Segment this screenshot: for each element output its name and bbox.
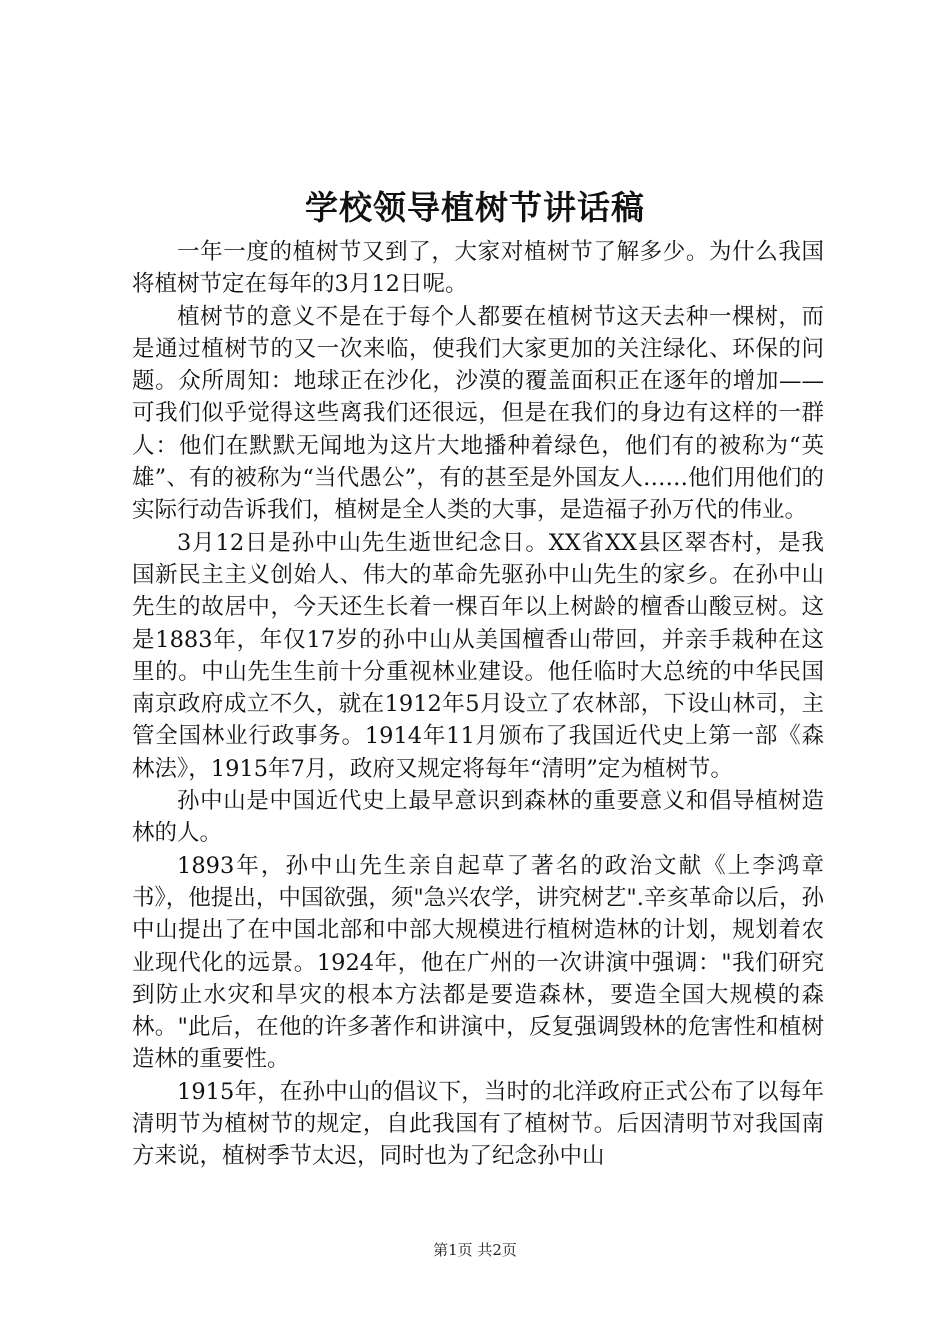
paragraph-5: 1893年，孙中山先生亲自起草了著名的政治文献《上李鸿章书》，他提出，中国欲强，须"急兴农学，讲究树艺".辛亥革命以后，孙中山提出了在中国北部和中部大规模进行植树造林的计划，规划着农业现代化的远景。1924年，他在广州的一次讲演中强调："我们研究到防止水灾和旱灾的根本方法都是要造森林，要造全国大规模的森林。"此后，在他的许多著作和讲演中，反复强调毁林的危害性和植树造林的重要性。 (132, 852, 824, 1073)
paragraph-1: 一年一度的植树节又到了，大家对植树节了解多少。为什么我国将植树节定在每年的3月12日呢。 (132, 239, 824, 298)
page-number-footer: 第1页 共2页 (433, 1241, 517, 1259)
document-title: 学校领导植树节讲话稿 (305, 188, 645, 227)
document-body (132, 236, 824, 1173)
paragraph-4: 孙中山是中国近代史上最早意识到森林的重要意义和倡导植树造林的人。 (132, 788, 824, 847)
paragraph-2: 植树节的意义不是在于每个人都要在植树节这天去种一棵树，而是通过植树节的又一次来临，使我们大家更加的关注绿化、环保的问题。众所周知：地球正在沙化，沙漠的覆盖面积正在逐年的增加——可我们似乎觉得这些离我们还很远，但是在我们的身边有这样的一群人：他们在默默无闻地为这片大地播种着绿色，他们有的被称为“英雄”、有的被称为“当代愚公”，有的甚至是外国友人……他们用他们的实际行动告诉我们，植树是全人类的大事，是造福子孙万代的伟业。 (132, 303, 824, 524)
paragraph-3: 3月12日是孙中山先生逝世纪念日。XX省XX县区翠杏村，是我国新民主主义创始人、伟大的革命先驱孙中山先生的家乡。在孙中山先生的故居中，今天还生长着一棵百年以上树龄的檀香山酸豆树。这是1883年，年仅17岁的孙中山从美国檀香山带回，并亲手栽种在这里的。中山先生生前十分重视林业建设。他任临时大总统的中华民国南京政府成立不久，就在1912年5月设立了农林部，下设山林司，主管全国林业行政事务。1914年11月颁布了我国近代史上第一部《森林法》，1915年7月，政府又规定将每年“清明”定为植树节。 (132, 529, 824, 782)
paragraph-6: 1915年，在孙中山的倡议下，当时的北洋政府正式公布了以每年清明节为植树节的规定，自此我国有了植树节。后因清明节对我国南方来说，植树季节太迟，同时也为了纪念孙中山 (132, 1078, 824, 1170)
